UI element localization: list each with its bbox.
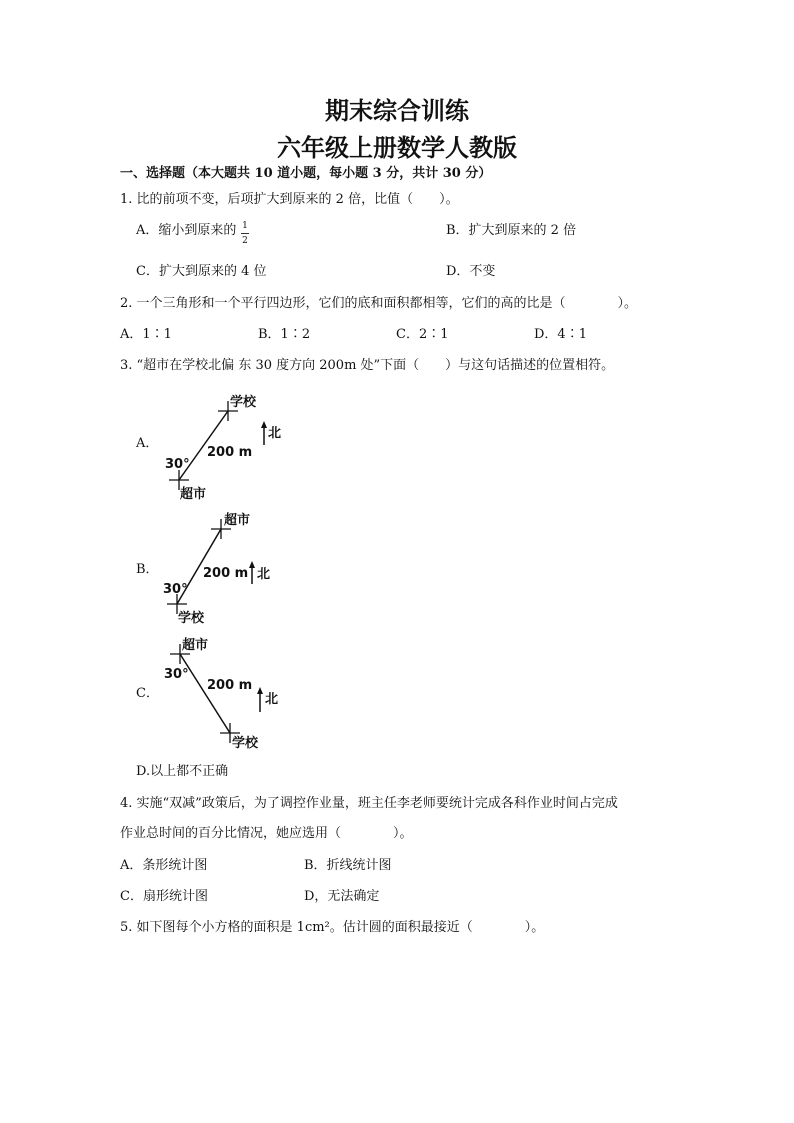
question-2-option-a: A．1∶1: [120, 327, 172, 342]
question-4-option-b: B．折线统计图: [304, 858, 392, 873]
fraction-denominator: 2: [242, 236, 248, 246]
label-distance: 200 m: [207, 445, 253, 460]
question-2-option-c: C．2∶1: [396, 327, 449, 342]
question-1-option-d: D．不变: [446, 264, 496, 279]
label-supermarket: 超市: [224, 513, 251, 528]
question-2-option-d: D．4∶1: [534, 327, 587, 342]
question-1-option-c: C．扩大到原来的 4 位: [136, 264, 267, 279]
question-4-option-a: A．条形统计图: [120, 858, 208, 873]
question-3-option-a: A．: [136, 436, 159, 451]
label-north: 北: [268, 426, 282, 441]
question-1-option-a: A．缩小到原来的: [136, 223, 237, 238]
north-arrow-icon: [261, 421, 267, 428]
label-school: 学校: [230, 395, 257, 410]
page-title: 期末综合训练: [325, 96, 469, 125]
section-heading: 一、选择题（本大题共 10 道小题，每小题 3 分，共计 30 分）: [120, 166, 492, 181]
label-distance: 200 m: [203, 566, 249, 581]
label-north: 北: [257, 567, 271, 582]
page-subtitle: 六年级上册数学人教版: [277, 133, 517, 162]
question-3-option-c: C．: [136, 686, 159, 701]
label-angle: 30°: [165, 457, 190, 472]
question-1-option-b: B．扩大到原来的 2 倍: [446, 223, 577, 238]
question-2-stem: 2. 一个三角形和一个平行四边形，它们的底和面积都相等，它们的高的比是（ ）。: [120, 296, 638, 311]
direction-figure-c: [160, 636, 300, 751]
question-4-option-d: D，无法确定: [304, 889, 380, 904]
question-3-option-b: B．: [136, 562, 159, 577]
fraction-bar: [241, 233, 249, 234]
question-4-option-c: C．扇形统计图: [120, 889, 208, 904]
label-supermarket: 超市: [180, 487, 207, 502]
question-4-stem-line-2: 作业总时间的百分比情况，她应选用（ ）。: [120, 826, 413, 841]
north-arrow-icon: [249, 561, 255, 568]
label-angle: 30°: [163, 582, 188, 597]
label-supermarket: 超市: [182, 638, 209, 653]
question-1-stem: 1. 比的前项不变，后项扩大到原来的 2 倍，比值（ ）。: [120, 192, 459, 207]
question-4-stem-line-1: 4. 实施“双减”政策后，为了调控作业量，班主任李老师要统计完成各科作业时间占完成: [120, 796, 618, 811]
fraction-numerator: 1: [242, 221, 248, 231]
label-distance: 200 m: [207, 678, 253, 693]
question-2-option-b: B．1∶2: [258, 327, 311, 342]
question-3-stem: 3. “超市在学校北偏 东 30 度方向 200m 处”下面（ ）与这句话描述的位置相符。: [120, 358, 615, 373]
north-arrow-icon: [257, 687, 263, 694]
direction-figure-b: [160, 512, 300, 626]
label-north: 北: [265, 692, 279, 707]
direction-figure-a: [160, 392, 300, 502]
label-angle: 30°: [164, 667, 189, 682]
question-3-option-d: D.以上都不正确: [136, 764, 229, 779]
label-school: 学校: [178, 611, 205, 626]
question-5-stem: 5. 如下图每个小方格的面积是 1cm²。估计圆的面积最接近（ ）。: [120, 920, 545, 935]
label-school: 学校: [232, 736, 259, 751]
